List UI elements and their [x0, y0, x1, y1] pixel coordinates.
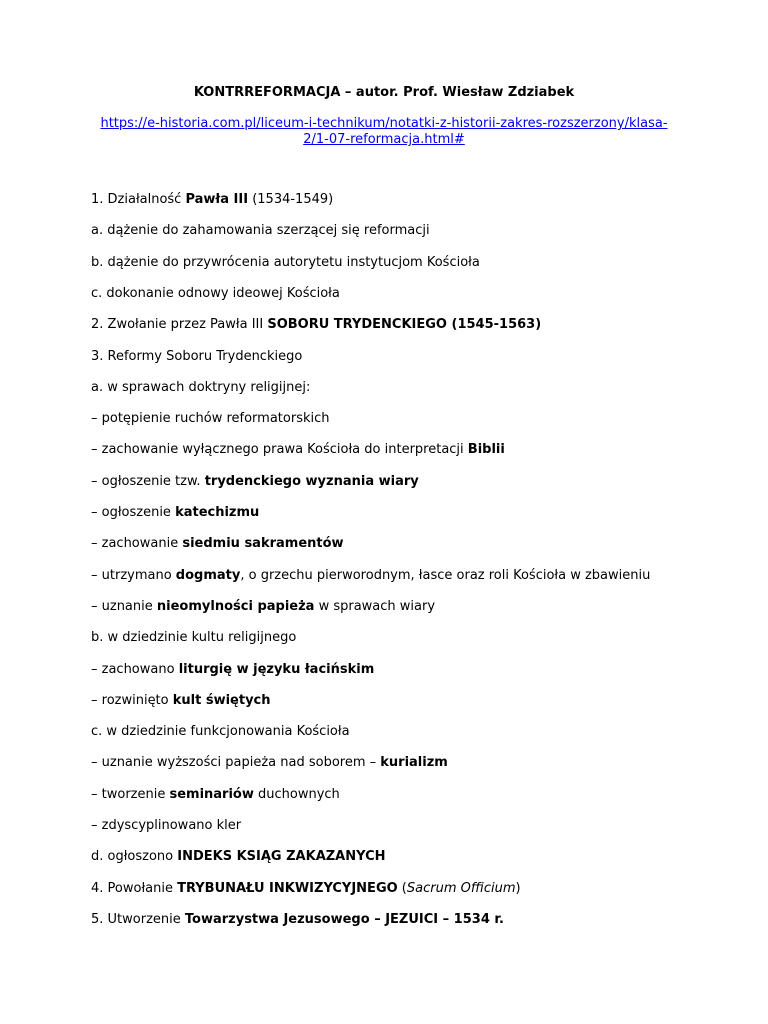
text-span: 1. Działalność	[91, 192, 186, 207]
text-span: – zdyscyplinowano kler	[91, 818, 242, 833]
source-link-line-1: https://e-historia.com.pl/liceum-i-technikum/notatki-z-historii-zakres-rozszerzony/klasa-	[100, 116, 668, 131]
text-span: d. ogłoszono	[91, 849, 178, 865]
document-title: KONTRREFORMACJA – autor. Prof. Wiesław Zdziabek	[193, 85, 575, 100]
text-span: (	[397, 880, 407, 896]
text-span: – uznanie	[91, 598, 157, 614]
text-span: – zachowanie	[91, 536, 183, 552]
text-span: – tworzenie	[91, 786, 170, 802]
bold-text: liturgię w języku łacińskim	[178, 661, 375, 677]
text-span: 2. Zwołanie przez Pawła III	[91, 317, 268, 333]
text-line	[91, 692, 271, 710]
text-line	[91, 661, 374, 679]
bold-text: INDEKS KSIĄG ZAKAZANYCH	[177, 849, 386, 865]
text-span: 3. Reformy Soboru Trydenckiego	[91, 348, 303, 364]
text-span: – uznanie wyższości papieża nad soborem –	[91, 755, 381, 771]
text-line	[91, 222, 430, 240]
text-line	[91, 504, 259, 522]
text-line	[91, 348, 302, 366]
text-span: , o grzechu pierworodnym, łasce oraz roli Kościoła w zbawieniu	[240, 567, 651, 583]
bold-text: katechizmu	[175, 505, 260, 520]
text-line	[91, 191, 333, 209]
text-span: – zachowano	[91, 661, 179, 677]
bold-text: Towarzystwa Jezusowego – JEZUICI – 1534 r.	[184, 911, 504, 927]
text-line	[91, 379, 310, 397]
text-line	[91, 473, 419, 491]
text-span: – rozwinięto	[91, 692, 173, 708]
text-span: duchownych	[253, 786, 340, 802]
bold-text: dogmaty	[175, 567, 241, 583]
text-line	[91, 817, 241, 835]
bold-text: seminariów	[169, 786, 254, 802]
bold-text: nieomylności papieża	[156, 598, 315, 614]
text-span: b. w dziedzinie kultu religijnego	[91, 630, 297, 646]
text-line	[91, 254, 480, 272]
bold-text: siedmiu sakramentów	[182, 536, 344, 552]
source-link-line-2: 2/1-07-reformacja.html#	[303, 132, 465, 147]
text-span: 5. Utworzenie	[91, 911, 185, 927]
text-span: 4. Powołanie	[91, 880, 178, 896]
text-span: c. w dziedzinie funkcjonowania Kościoła	[91, 724, 350, 740]
text-span: (1534-1549)	[248, 192, 334, 207]
text-line	[91, 754, 448, 772]
text-span: – ogłoszenie tzw.	[91, 473, 205, 489]
italic-text: Sacrum Officium	[406, 880, 516, 896]
text-line	[91, 911, 504, 929]
text-span: b. dążenie do przywrócenia autorytetu instytucjom Kościoła	[91, 254, 480, 270]
text-span: – potępienie ruchów reformatorskich	[91, 411, 330, 427]
text-span: – ogłoszenie	[91, 505, 176, 520]
text-line	[91, 848, 386, 866]
text-line	[91, 880, 521, 898]
text-span: a. w sprawach doktryny religijnej:	[91, 379, 311, 395]
text-line	[91, 410, 330, 428]
text-span: a. dążenie do zahamowania szerzącej się reformacji	[91, 223, 430, 239]
bold-text: trydenckiego wyznania wiary	[204, 473, 419, 489]
text-span: – zachowanie wyłącznego prawa Kościoła do interpretacji	[91, 442, 468, 458]
text-span: c. dokonanie odnowy ideowej Kościoła	[91, 285, 340, 301]
bold-text: SOBORU TRYDENCKIEGO (1545-1563)	[267, 317, 542, 333]
bold-text: kurializm	[380, 755, 448, 771]
text-line	[91, 723, 350, 741]
text-line	[91, 567, 650, 585]
text-line	[91, 598, 435, 616]
bold-text: Biblii	[467, 442, 505, 458]
text-span: – utrzymano	[91, 567, 176, 583]
text-line	[91, 441, 505, 459]
text-line	[91, 316, 541, 334]
text-line	[91, 285, 340, 303]
text-span: w sprawach wiary	[314, 598, 436, 614]
bold-text: Pawła III	[185, 192, 249, 207]
text-span: )	[515, 880, 521, 896]
text-line	[91, 786, 340, 804]
bold-text: TRYBUNAŁU INKWIZYCYJNEGO	[177, 880, 398, 896]
source-link[interactable]	[0, 116, 768, 148]
text-line	[91, 535, 344, 553]
text-line	[91, 629, 296, 647]
bold-text: kult świętych	[172, 692, 271, 708]
